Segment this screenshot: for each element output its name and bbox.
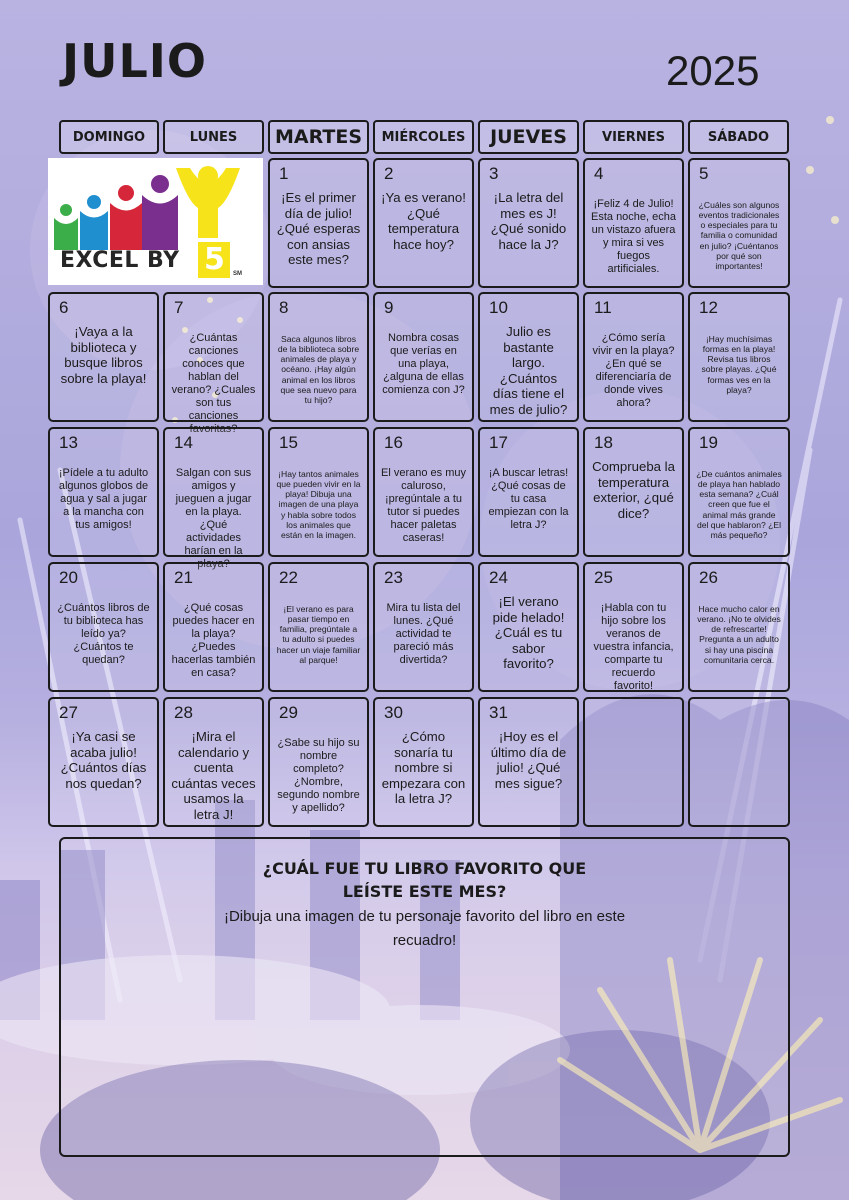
day-cell-8 <box>268 292 369 422</box>
day-number: 25 <box>594 568 613 587</box>
day-number: 30 <box>384 703 403 722</box>
day-cell-5 <box>688 158 790 288</box>
day-prompt: ¡Habla con tu hijo sobre los veranos de vuestra infancia, comparte tu recuerdo favorito! <box>593 602 674 692</box>
day-cell-6 <box>48 292 159 422</box>
day-prompt: ¡Ya es verano! ¿Qué temperatura hace hoy? <box>381 190 466 252</box>
empty-day-cell <box>688 697 790 827</box>
day-prompt: Comprueba la temperatura exterior, ¿qué dice? <box>592 459 675 521</box>
day-number: 11 <box>594 298 612 317</box>
day-cell-24 <box>478 562 579 692</box>
day-number: 19 <box>699 433 718 452</box>
day-number: 5 <box>699 164 709 183</box>
day-cell-7 <box>163 292 264 435</box>
day-cell-9 <box>373 292 474 422</box>
day-prompt: ¡El verano pide helado! ¿Cuál es tu sabor favorito? <box>492 594 565 672</box>
day-cell-31 <box>478 697 579 827</box>
day-cell-30 <box>373 697 474 827</box>
day-prompt: ¡Hay muchísimas formas en la playa! Revisa tus libros sobre playas. ¿Qué formas ves en la playa? <box>701 334 777 395</box>
day-prompt: Hace mucho calor en verano. ¡No te olvides de refrescarte! Pregunta a un adulto si hay una piscina comunitaria cerca. <box>697 604 781 665</box>
day-number: 22 <box>279 568 298 587</box>
favorite-book-box <box>59 837 790 1157</box>
day-number: 23 <box>384 568 403 587</box>
day-prompt: Julio es bastante largo. ¿Cuántos días tiene el mes de julio? <box>489 324 568 417</box>
day-number: 15 <box>279 433 298 452</box>
day-prompt: ¡Mira el calendario y cuenta cuántas veces usamos la letra J! <box>171 729 256 822</box>
day-cell-3 <box>478 158 579 288</box>
drawing-instruction: ¡Dibuja una imagen de tu personaje favorito del libro en este recuadro! <box>223 908 626 949</box>
day-cell-17 <box>478 427 579 557</box>
logo-wordmark: EXCEL BY <box>60 248 180 273</box>
day-number: 3 <box>489 164 499 183</box>
excel-by-5-logo <box>48 158 263 285</box>
day-prompt: ¿Cuántas canciones conoces que hablan del verano? ¿Cuales son tus canciones favoritas? <box>171 332 256 435</box>
day-cell-15 <box>268 427 369 557</box>
day-prompt: ¡Feliz 4 de Julio! Esta noche, echa un vistazo afuera y mira si ves fuegos artificiales. <box>591 198 677 275</box>
favorite-book-question: ¿CUÁL FUE TU LIBRO FAVORITO QUE LEÍSTE ESTE MES? <box>262 859 587 902</box>
day-prompt: ¡Hay tantos animales que pueden vivir en la playa! Dibuja una imagen de una playa y habla sobre todos los animales que están en la imagen. <box>276 469 361 540</box>
day-cell-1 <box>268 158 369 288</box>
day-cell-11 <box>583 292 684 422</box>
day-number: 26 <box>699 568 718 587</box>
weekday-header-3: MARTES <box>268 120 369 154</box>
day-cell-26 <box>688 562 790 692</box>
day-number: 28 <box>174 703 193 722</box>
day-number: 1 <box>279 164 289 183</box>
day-prompt: ¡A buscar letras! ¿Qué cosas de tu casa empiezan con la letra J? <box>488 467 569 531</box>
day-prompt: ¡Hoy es el último día de julio! ¿Qué mes sigue? <box>490 729 567 791</box>
day-cell-2 <box>373 158 474 288</box>
day-prompt: ¿Cuántos libros de tu biblioteca has leído ya? ¿Cuántos te quedan? <box>57 602 150 666</box>
logo-service-mark: SM <box>233 271 242 277</box>
day-prompt: ¿Cuáles son algunos eventos tradicionales o especiales para tu familia o comunidad en julio? ¡Cuéntanos por qué son importantes! <box>698 200 780 271</box>
day-number: 18 <box>594 433 613 452</box>
day-cell-28 <box>163 697 264 827</box>
day-number: 6 <box>59 298 69 317</box>
day-cell-23 <box>373 562 474 692</box>
day-number: 21 <box>174 568 193 587</box>
day-cell-10 <box>478 292 579 422</box>
day-number: 17 <box>489 433 508 452</box>
day-prompt: ¿Sabe su hijo su nombre completo? ¿Nombre, segundo nombre y apellido? <box>277 737 360 814</box>
day-prompt: ¡La letra del mes es J! ¿Qué sonido hace la J? <box>490 190 567 252</box>
day-number: 24 <box>489 568 508 587</box>
day-number: 13 <box>59 433 78 452</box>
day-prompt: ¿Cómo sería vivir en la playa? ¿En qué se diferenciaría de donde vives ahora? <box>592 332 675 409</box>
day-number: 27 <box>59 703 78 722</box>
weekday-header-6: VIERNES <box>583 120 684 154</box>
empty-day-cell <box>583 697 684 827</box>
day-cell-19 <box>688 427 790 557</box>
year-label: 2025 <box>666 47 760 94</box>
day-prompt: Nombra cosas que verías en una playa, ¿alguna de ellas comienza con J? <box>382 332 465 396</box>
weekday-header-2: LUNES <box>163 120 264 154</box>
day-prompt: ¡El verano es para pasar tiempo en familia, pregúntale a tu adulto si puedes hacer un viaje familiar al parque! <box>276 604 361 665</box>
logo-number: 5 <box>204 242 225 277</box>
day-cell-25 <box>583 562 684 692</box>
day-cell-29 <box>268 697 369 827</box>
day-cell-14 <box>163 427 264 570</box>
day-cell-12 <box>688 292 790 422</box>
day-number: 12 <box>699 298 718 317</box>
day-number: 10 <box>489 298 508 317</box>
day-number: 31 <box>489 703 508 722</box>
weekday-header-5: JUEVES <box>478 120 579 154</box>
day-number: 14 <box>174 433 193 452</box>
day-cell-21 <box>163 562 264 692</box>
day-number: 7 <box>174 298 184 317</box>
day-number: 29 <box>279 703 298 722</box>
day-prompt: ¿Qué cosas puedes hacer en la playa? ¿Puedes hacerlas también en casa? <box>171 602 256 679</box>
day-prompt: ¡Vaya a la biblioteca y busque libros sobre la playa! <box>60 324 147 386</box>
day-prompt: El verano es muy caluroso, ¡pregúntale a tu tutor si puedes hacer paletas caseras! <box>381 467 466 544</box>
day-prompt: ¡Ya casi se acaba julio! ¿Cuántos días nos quedan? <box>60 729 147 791</box>
day-number: 2 <box>384 164 394 183</box>
day-prompt: ¡Pídele a tu adulto algunos globos de agua y sal a jugar a la mancha con tus amigos! <box>58 467 149 531</box>
day-cell-16 <box>373 427 474 557</box>
day-cell-4 <box>583 158 684 288</box>
day-number: 16 <box>384 433 403 452</box>
weekday-header-1: DOMINGO <box>59 120 159 154</box>
day-cell-27 <box>48 697 159 827</box>
day-prompt: Salgan con sus amigos y jueguen a jugar en la playa. ¿Qué actividades harían en la playa? <box>175 467 252 570</box>
day-cell-13 <box>48 427 159 557</box>
day-prompt: Saca algunos libros de la biblioteca sobre animales de playa y océano. ¡Hay algún animal en los libros que sea nuevo para tu hijo? <box>277 334 360 405</box>
day-number: 4 <box>594 164 604 183</box>
day-prompt: Mira tu lista del lunes. ¿Qué actividad te pareció más divertida? <box>386 602 461 666</box>
day-number: 9 <box>384 298 394 317</box>
weekday-header-4: MIÉRCOLES <box>373 120 474 154</box>
day-number: 20 <box>59 568 78 587</box>
day-prompt: ¡Es el primer día de julio! ¿Qué esperas con ansias este mes? <box>276 190 361 268</box>
day-cell-18 <box>583 427 684 557</box>
day-prompt: ¿Cómo sonaría tu nombre si empezara con la letra J? <box>381 729 466 807</box>
day-number: 8 <box>279 298 289 317</box>
day-prompt: ¿De cuántos animales de playa han hablado esta semana? ¿Cuál creen que fue el animal más grande del que hablaron? ¿El más pequeño? <box>696 469 782 540</box>
weekday-header-7: SÁBADO <box>688 120 789 154</box>
day-cell-20 <box>48 562 159 692</box>
month-title: JULIO <box>62 34 207 88</box>
day-cell-22 <box>268 562 369 692</box>
